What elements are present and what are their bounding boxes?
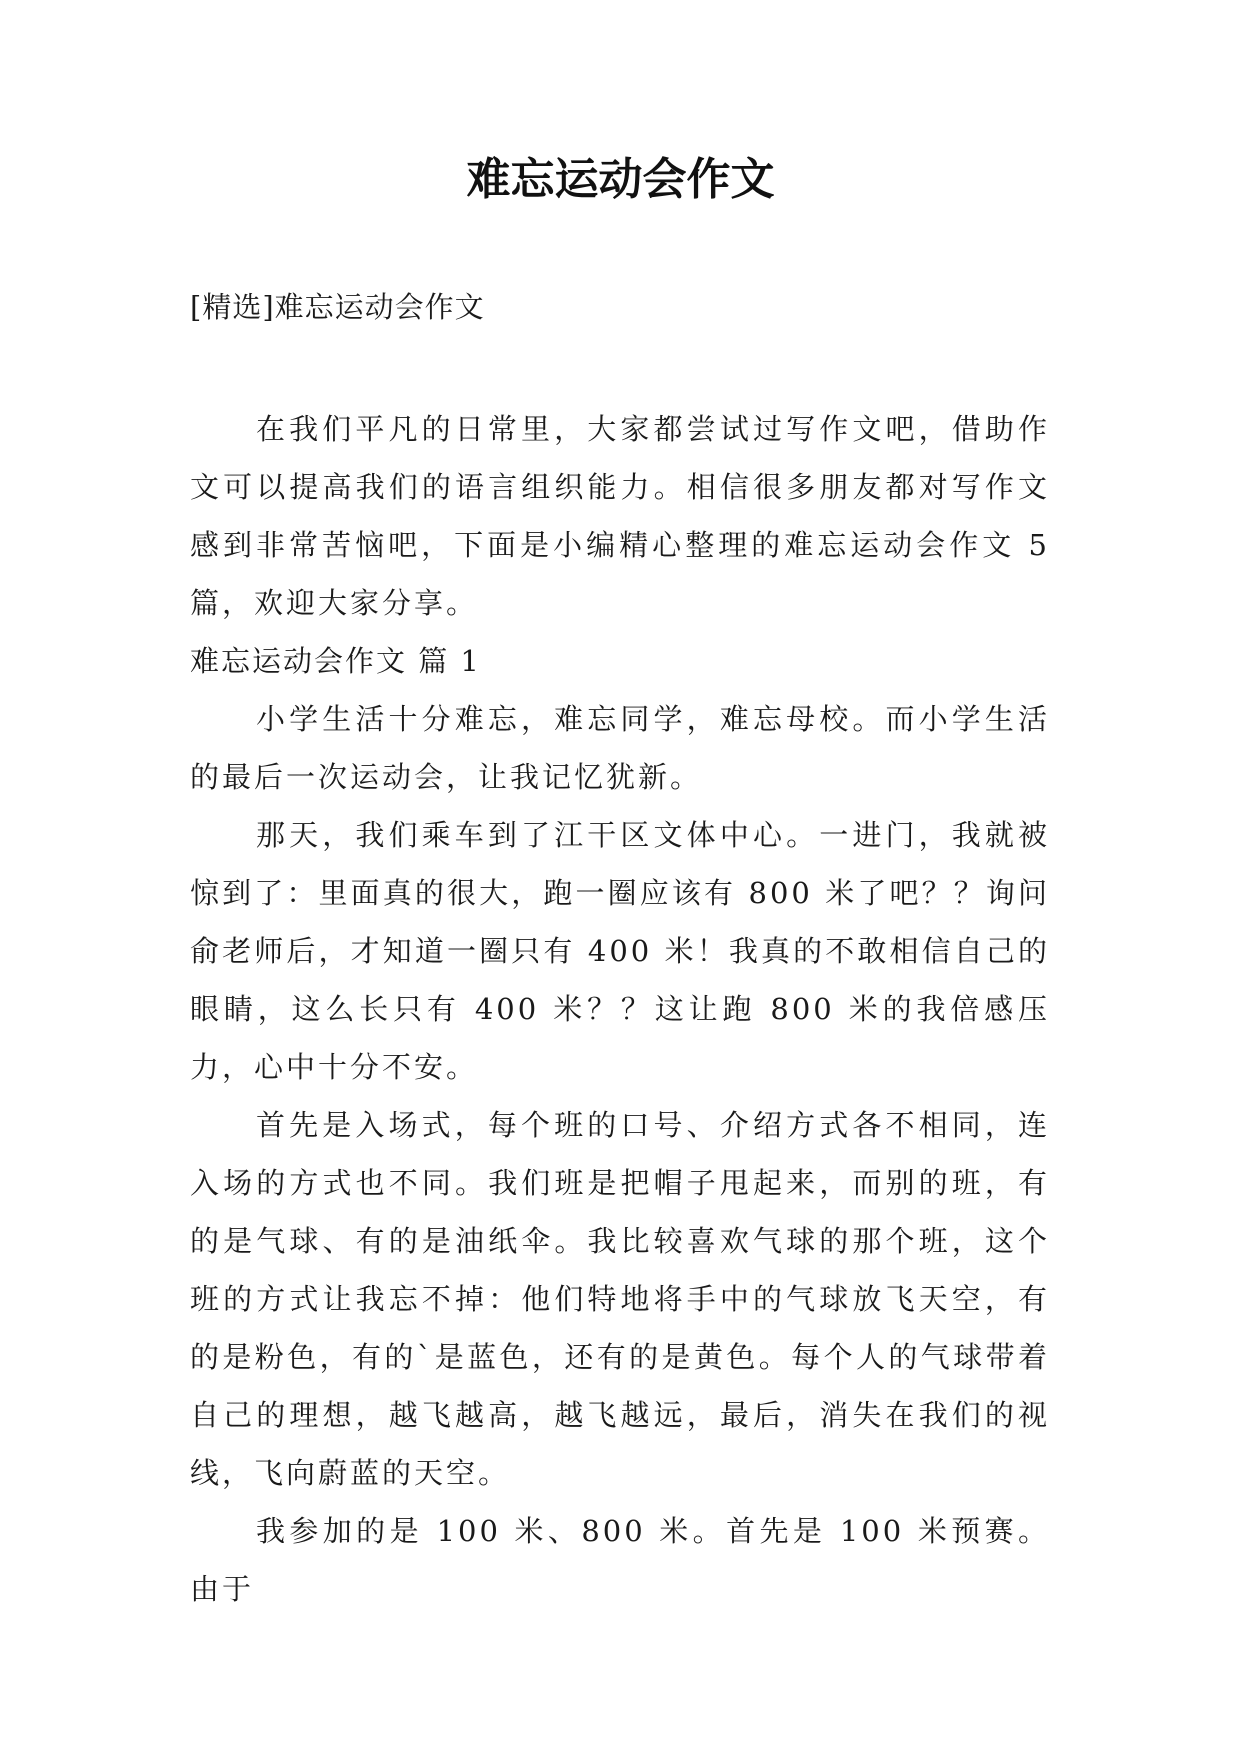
paragraph: 我参加的是 100 米、800 米。首先是 100 米预赛。由于 <box>190 1514 1050 1606</box>
paragraph: 首先是入场式，每个班的口号、介绍方式各不相同，连入场的方式也不同。我们班是把帽子甩起来，而别的班，有的是气球、有的是油纸伞。我比较喜欢气球的那个班，这个班的方式让我忘不掉：他们特地将手中的气球放飞天空，有的是粉色，有的`是蓝色，还有的是黄色。每个人的气球带着自己的理想，越飞越高，越飞越远，最后，消失在我们的视线，飞向蔚蓝的天空。 <box>190 1108 1050 1490</box>
document-body <box>190 400 1050 1618</box>
document-title: 难忘运动会作文 <box>466 154 775 205</box>
paragraph: 那天，我们乘车到了江干区文体中心。一进门，我就被惊到了：里面真的很大，跑一圈应该有 800 米了吧？？询问俞老师后，才知道一圈只有 400 米！我真的不敢相信自己的眼睛，这么长只有 400 米？？这让跑 800 米的我倍感压力，心中十分不安。 <box>190 818 1050 1084</box>
paragraph-intro: 在我们平凡的日常里，大家都尝试过写作文吧，借助作文可以提高我们的语言组织能力。相信很多朋友都对写作文感到非常苦恼吧，下面是小编精心整理的难忘运动会作文 5 篇，欢迎大家分享。 <box>190 412 1050 620</box>
paragraph: 小学生活十分难忘，难忘同学，难忘母校。而小学生活的最后一次运动会，让我记忆犹新。 <box>190 702 1050 794</box>
document-subtitle: [精选]难忘运动会作文 <box>190 290 485 324</box>
section-heading: 难忘运动会作文 篇 1 <box>190 644 481 678</box>
